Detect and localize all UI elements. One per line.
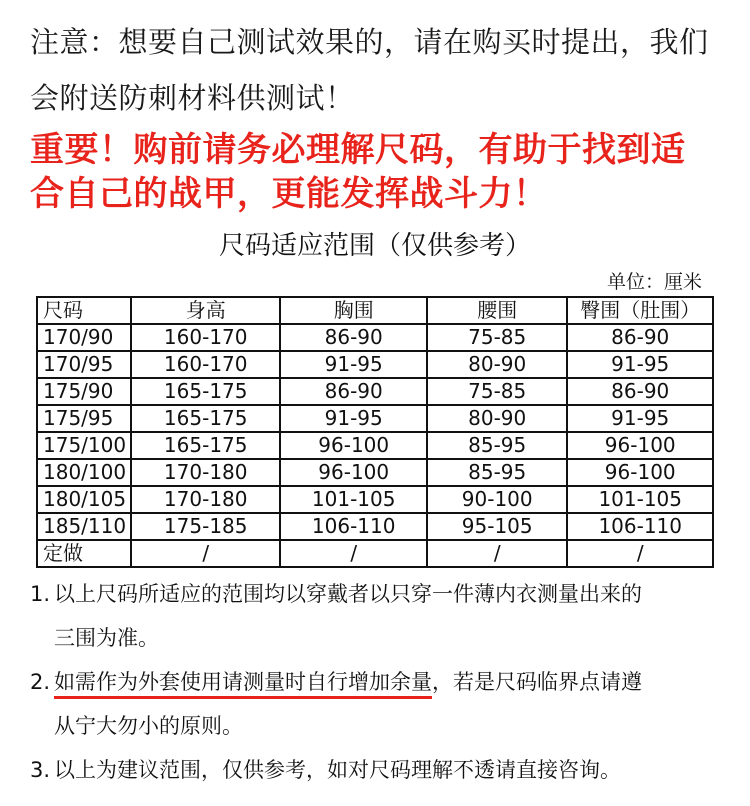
cell-size: 170/90: [37, 324, 131, 351]
cell-chest: 86-90: [280, 324, 427, 351]
cell-hip: 101-105: [567, 486, 713, 513]
cell-size: 定做: [37, 540, 131, 567]
note-text-continued: 三围为准。: [54, 626, 159, 650]
cell-hip: 96-100: [567, 459, 713, 486]
cell-chest: 96-100: [280, 459, 427, 486]
note-text: ，若是尺码临界点请遵: [432, 670, 642, 694]
cell-waist: 85-95: [427, 459, 568, 486]
table-row: [37, 459, 713, 486]
unit-label: 单位：厘米: [606, 271, 702, 293]
cell-size: 175/100: [37, 432, 131, 459]
note-number: 2.: [30, 670, 51, 694]
cell-height: 160-170: [131, 324, 280, 351]
note-underlined-text: 如需作为外套使用请测量时自行增加余量: [54, 670, 432, 699]
cell-hip: /: [567, 540, 713, 567]
header-height: 身高: [131, 297, 280, 324]
cell-hip: 91-95: [567, 405, 713, 432]
table-row: [37, 324, 713, 351]
note-2: [30, 660, 730, 748]
cell-chest: 91-95: [280, 405, 427, 432]
table-row-custom: [37, 540, 713, 567]
header-size: 尺码: [37, 297, 131, 324]
note-3: [30, 748, 730, 792]
cell-height: /: [131, 540, 280, 567]
cell-height: 165-175: [131, 432, 280, 459]
cell-waist: 75-85: [427, 378, 568, 405]
cell-height: 165-175: [131, 405, 280, 432]
note-1: [30, 572, 730, 660]
note-text: 以上尺码所适应的范围均以穿戴者以只穿一件薄内衣测量出来的: [54, 582, 642, 606]
cell-hip: 86-90: [567, 324, 713, 351]
important-line-2: 合自己的战甲，更能发挥战斗力！: [30, 174, 548, 214]
cell-hip: 86-90: [567, 378, 713, 405]
table-title: 尺码适应范围（仅供参考）: [218, 231, 531, 261]
cell-chest: 86-90: [280, 378, 427, 405]
note-number: 3.: [30, 758, 51, 782]
cell-height: 175-185: [131, 513, 280, 540]
cell-height: 170-180: [131, 486, 280, 513]
table-row: [37, 486, 713, 513]
table-row: [37, 351, 713, 378]
notes-list: [30, 572, 730, 792]
cell-chest: 106-110: [280, 513, 427, 540]
cell-waist: 75-85: [427, 324, 568, 351]
cell-hip: 106-110: [567, 513, 713, 540]
cell-height: 170-180: [131, 459, 280, 486]
cell-chest: /: [280, 540, 427, 567]
header-hip: 臀围（肚围）: [567, 297, 713, 324]
cell-chest: 96-100: [280, 432, 427, 459]
cell-height: 165-175: [131, 378, 280, 405]
cell-waist: 85-95: [427, 432, 568, 459]
cell-size: 170/95: [37, 351, 131, 378]
table-row: [37, 513, 713, 540]
cell-waist: 80-90: [427, 351, 568, 378]
header-chest: 胸围: [280, 297, 427, 324]
cell-size: 175/95: [37, 405, 131, 432]
cell-height: 160-170: [131, 351, 280, 378]
cell-size: 185/110: [37, 513, 131, 540]
table-row: [37, 378, 713, 405]
important-paragraph: [30, 128, 730, 216]
cell-chest: 101-105: [280, 486, 427, 513]
notice-line-2: 会附送防刺材料供测试！: [30, 81, 355, 115]
cell-size: 175/90: [37, 378, 131, 405]
note-text-continued: 从宁大勿小的原则。: [54, 714, 243, 738]
table-header-row: [37, 297, 713, 324]
cell-hip: 91-95: [567, 351, 713, 378]
table-row: [37, 405, 713, 432]
notice-line-1: 注意：想要自己测试效果的，请在购买时提出，我们: [30, 25, 709, 59]
table-row: [37, 432, 713, 459]
header-waist: 腰围: [427, 297, 568, 324]
cell-hip: 96-100: [567, 432, 713, 459]
important-line-1: 重要！购前请务必理解尺码，有助于找到适: [30, 130, 686, 170]
note-number: 1.: [30, 582, 51, 606]
cell-waist: 80-90: [427, 405, 568, 432]
cell-waist: 95-105: [427, 513, 568, 540]
size-table: [36, 296, 714, 568]
cell-waist: 90-100: [427, 486, 568, 513]
note-text: 以上为建议范围，仅供参考，如对尺码理解不透请直接咨询。: [54, 758, 621, 782]
cell-size: 180/105: [37, 486, 131, 513]
cell-chest: 91-95: [280, 351, 427, 378]
notice-paragraph: [30, 14, 730, 126]
cell-waist: /: [427, 540, 568, 567]
cell-size: 180/100: [37, 459, 131, 486]
